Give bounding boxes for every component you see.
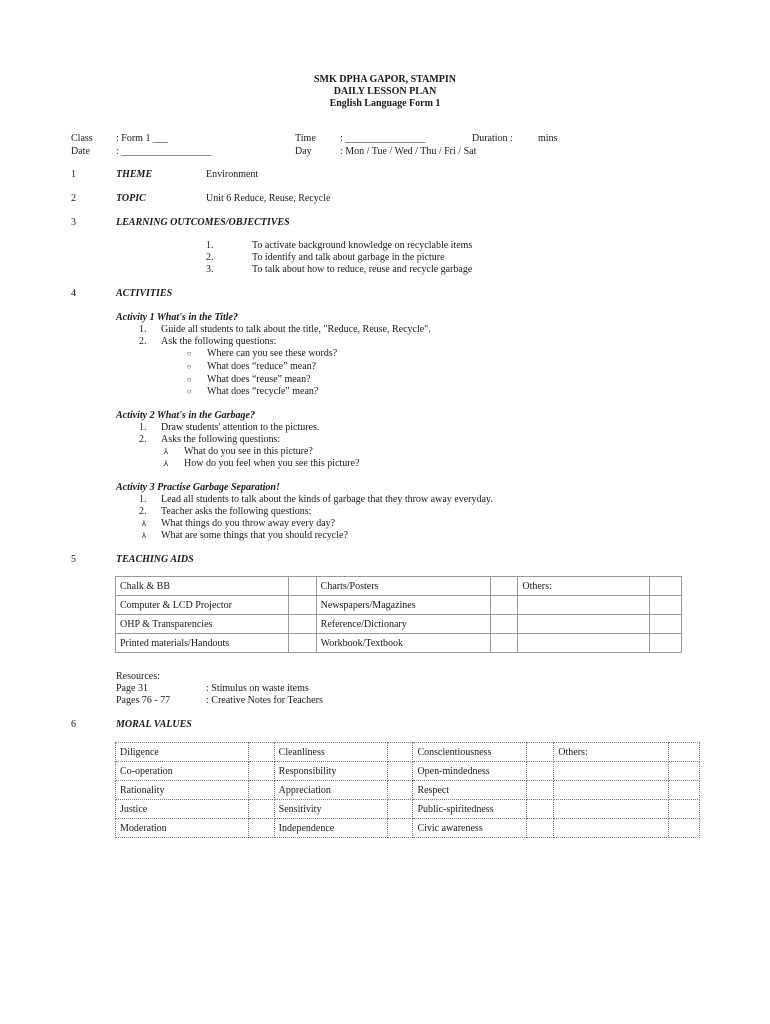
- aid-label: OHP & Transparencies: [116, 615, 289, 634]
- objectives-heading: LEARNING OUTCOMES/OBJECTIVES: [116, 217, 290, 228]
- moral-checkbox[interactable]: [527, 762, 554, 781]
- table-row: [116, 800, 700, 819]
- school-name: SMK DPHA GAPOR, STAMPIN: [313, 74, 457, 85]
- aid-checkbox[interactable]: [650, 634, 682, 653]
- section-number: 5: [71, 554, 76, 565]
- moral-checkbox[interactable]: [669, 800, 700, 819]
- moral-checkbox[interactable]: [669, 781, 700, 800]
- question-text: What does “reduce” mean?: [207, 361, 317, 372]
- moral-checkbox[interactable]: [248, 800, 274, 819]
- day-value: : Mon / Tue / Wed / Thu / Fri / Sat: [340, 146, 477, 157]
- aid-checkbox[interactable]: [491, 634, 518, 653]
- aid-checkbox[interactable]: [650, 577, 682, 596]
- subject-title: English Language Form 1: [329, 98, 441, 109]
- step-text: Teacher asks the following questions:: [161, 506, 312, 517]
- step-number: 1.: [139, 324, 147, 335]
- aid-label: [518, 615, 650, 634]
- moral-label: [554, 781, 669, 800]
- moral-checkbox[interactable]: [669, 762, 700, 781]
- moral-checkbox[interactable]: [248, 762, 274, 781]
- aid-label: Reference/Dictionary: [316, 615, 491, 634]
- step-number: 1.: [139, 422, 147, 433]
- moral-checkbox[interactable]: [387, 743, 413, 762]
- step-number: 2.: [139, 506, 147, 517]
- topic-heading: TOPIC: [116, 193, 146, 204]
- moral-label: [554, 762, 669, 781]
- day-label: Day: [295, 146, 312, 157]
- step-number: 2.: [139, 336, 147, 347]
- moral-label: Diligence: [116, 743, 249, 762]
- objective-text: To identify and talk about garbage in the picture: [252, 252, 445, 263]
- time-value: : ________________: [340, 133, 426, 144]
- theme-value: Environment: [206, 169, 259, 180]
- section-number: 3: [71, 217, 76, 228]
- moral-checkbox[interactable]: [387, 819, 413, 838]
- arrow-bullet-icon: ⅄: [163, 459, 169, 468]
- section-number: 4: [71, 288, 76, 299]
- resource-ref: Pages 76 - 77: [116, 695, 171, 706]
- table-row: [116, 743, 700, 762]
- aid-checkbox[interactable]: [288, 596, 316, 615]
- arrow-bullet-icon: ⅄: [141, 531, 147, 540]
- aid-label: [518, 634, 650, 653]
- step-text: Draw students' attention to the pictures.: [161, 422, 320, 433]
- duration-unit: mins: [538, 133, 558, 144]
- moral-label: Others:: [554, 743, 669, 762]
- table-row: [116, 615, 682, 634]
- moral-label: Civic awareness: [413, 819, 527, 838]
- table-row: [116, 762, 700, 781]
- aid-label: Newspapers/Magazines: [316, 596, 491, 615]
- arrow-bullet-icon: ⅄: [163, 447, 169, 456]
- moral-label: Justice: [116, 800, 249, 819]
- document-title: DAILY LESSON PLAN: [333, 86, 437, 97]
- moral-label: Open-mindedness: [413, 762, 527, 781]
- date-label: Date: [71, 146, 90, 157]
- class-label: Class: [71, 133, 93, 144]
- question-text: How do you feel when you see this picture?: [184, 458, 360, 469]
- moral-checkbox[interactable]: [527, 800, 554, 819]
- step-text: Guide all students to talk about the title, "Reduce, Reuse, Recycle".: [161, 324, 431, 335]
- table-row: [116, 596, 682, 615]
- resource-desc: : Stimulus on waste items: [206, 683, 309, 694]
- moral-checkbox[interactable]: [527, 819, 554, 838]
- table-row: [116, 819, 700, 838]
- table-row: [116, 577, 682, 596]
- duration-label: Duration :: [472, 133, 513, 144]
- table-row: [116, 634, 682, 653]
- moral-label: Respect: [413, 781, 527, 800]
- circle-bullet-icon: ○: [186, 387, 192, 396]
- topic-value: Unit 6 Reduce, Reuse, Recycle: [206, 193, 331, 204]
- aid-checkbox[interactable]: [288, 577, 316, 596]
- aid-label: Others:: [518, 577, 650, 596]
- teaching-aids-table: [115, 576, 682, 653]
- teaching-aids-heading: TEACHING AIDS: [116, 554, 194, 565]
- question-text: What things do you throw away every day?: [161, 518, 336, 529]
- aid-checkbox[interactable]: [491, 577, 518, 596]
- aid-checkbox[interactable]: [650, 615, 682, 634]
- moral-checkbox[interactable]: [248, 781, 274, 800]
- step-text: Ask the following questions:: [161, 336, 277, 347]
- date-value: : __________________: [116, 146, 212, 157]
- theme-heading: THEME: [116, 169, 153, 180]
- moral-checkbox[interactable]: [248, 819, 274, 838]
- moral-label: Rationality: [116, 781, 249, 800]
- aid-checkbox[interactable]: [491, 615, 518, 634]
- moral-label: [554, 800, 669, 819]
- aid-checkbox[interactable]: [491, 596, 518, 615]
- moral-checkbox[interactable]: [248, 743, 274, 762]
- time-label: Time: [295, 133, 316, 144]
- moral-label: Moderation: [116, 819, 249, 838]
- aid-checkbox[interactable]: [650, 596, 682, 615]
- step-text: Asks the following questions:: [161, 434, 281, 445]
- question-text: What do you see in this picture?: [184, 446, 313, 457]
- aid-checkbox[interactable]: [288, 634, 316, 653]
- moral-checkbox[interactable]: [669, 743, 700, 762]
- activities-heading: ACTIVITIES: [116, 288, 173, 299]
- activity-1-title: Activity 1 What's in the Title?: [116, 312, 238, 323]
- question-text: What are some things that you should recycle?: [161, 530, 348, 541]
- circle-bullet-icon: ○: [186, 349, 192, 358]
- step-number: 2.: [139, 434, 147, 445]
- activity-2-title: Activity 2 What's in the Garbage?: [116, 410, 255, 421]
- resource-ref: Page 31: [116, 683, 148, 694]
- circle-bullet-icon: ○: [186, 375, 192, 384]
- moral-values-heading: MORAL VALUES: [116, 719, 192, 730]
- step-text: Lead all students to talk about the kinds of garbage that they throw away everyday.: [161, 494, 493, 505]
- class-value: : Form 1 ___: [116, 133, 168, 144]
- arrow-bullet-icon: ⅄: [141, 519, 147, 528]
- step-number: 1.: [139, 494, 147, 505]
- activity-3-title: Activity 3 Practise Garbage Separation!: [116, 482, 280, 493]
- moral-label: Co-operation: [116, 762, 249, 781]
- moral-checkbox[interactable]: [387, 781, 413, 800]
- moral-label: Appreciation: [274, 781, 387, 800]
- moral-checkbox[interactable]: [527, 743, 554, 762]
- objective-number: 2.: [206, 252, 214, 263]
- question-text: What does “recycle” mean?: [207, 386, 319, 397]
- moral-label: Sensitivity: [274, 800, 387, 819]
- aid-checkbox[interactable]: [288, 615, 316, 634]
- objective-number: 1.: [206, 240, 214, 251]
- aid-label: Printed materials/Handouts: [116, 634, 289, 653]
- section-number: 6: [71, 719, 76, 730]
- moral-label: Conscientiousness: [413, 743, 527, 762]
- table-row: [116, 781, 700, 800]
- question-text: Where can you see these words?: [207, 348, 338, 359]
- aid-label: [518, 596, 650, 615]
- moral-values-table: [115, 742, 700, 838]
- moral-checkbox[interactable]: [387, 800, 413, 819]
- moral-label: Independence: [274, 819, 387, 838]
- aid-label: Computer & LCD Projector: [116, 596, 289, 615]
- moral-label: Public-spiritedness: [413, 800, 527, 819]
- circle-bullet-icon: ○: [186, 362, 192, 371]
- moral-checkbox[interactable]: [527, 781, 554, 800]
- aid-label: Charts/Posters: [316, 577, 491, 596]
- section-number: 2: [71, 193, 76, 204]
- objective-number: 3.: [206, 264, 214, 275]
- moral-checkbox[interactable]: [387, 762, 413, 781]
- objective-text: To talk about how to reduce, reuse and recycle garbage: [252, 264, 473, 275]
- moral-label: Responsibility: [274, 762, 387, 781]
- aid-label: Chalk & BB: [116, 577, 289, 596]
- question-text: What does “reuse” mean?: [207, 374, 311, 385]
- objective-text: To activate background knowledge on recyclable items: [252, 240, 473, 251]
- resources-label: Resources:: [116, 671, 160, 682]
- aid-label: Workbook/Textbook: [316, 634, 491, 653]
- moral-label: [554, 819, 669, 838]
- moral-checkbox[interactable]: [669, 819, 700, 838]
- resource-desc: : Creative Notes for Teachers: [206, 695, 323, 706]
- section-number: 1: [71, 169, 76, 180]
- moral-label: Cleanliness: [274, 743, 387, 762]
